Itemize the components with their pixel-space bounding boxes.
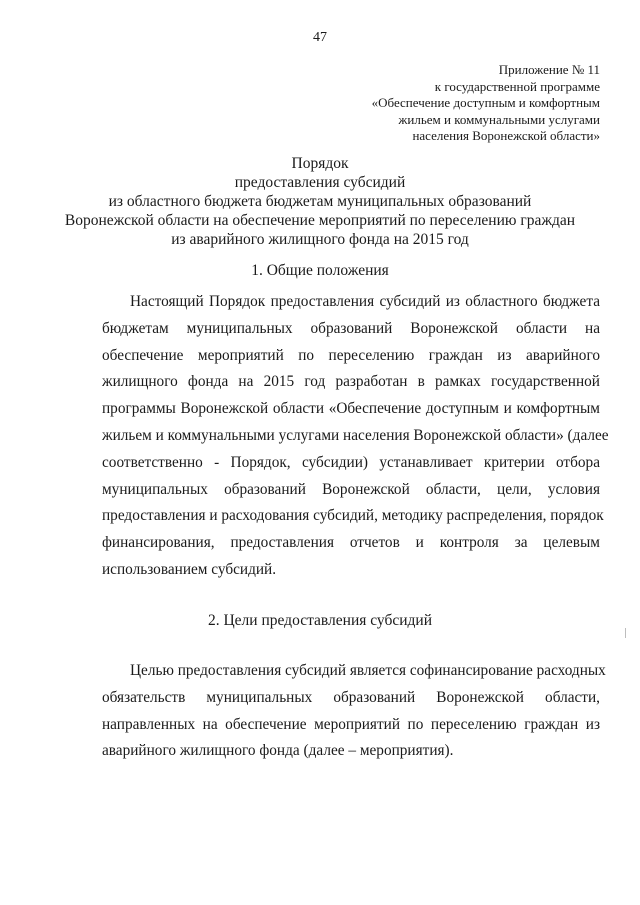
paragraph-line: предоставления и расходования субсидий, методику распределения, порядок [102,507,604,525]
paragraph-line: финансирования, предоставления отчетов и контроля за целевым [102,534,600,552]
paragraph-line: соответственно - Порядок, субсидии) устанавливает критерии отбора [102,453,600,471]
appendix-line: к государственной программе [434,78,600,94]
section-2-heading: 2. Цели предоставления субсидий [207,612,433,629]
paragraph-line: жильем и коммунальными услугами населения Воронежской области» (далее [102,426,609,444]
document-title [60,154,580,249]
appendix-line: населения Воронежской области» [412,128,600,144]
appendix-line: жильем и коммунальными услугами [398,111,600,127]
paragraph-line: аварийного жилищного фонда (далее – мероприятия). [102,742,454,760]
paragraph-line: муниципальных образований Воронежской области, цели, условия [102,480,600,498]
paragraph-line: жилищного фонда на 2015 год разработан в рамках государственной [102,373,600,391]
title-line: предоставления субсидий [234,174,406,191]
section-1-paragraph [102,289,609,584]
paragraph-line: Настоящий Порядок предоставления субсидий из областного бюджета [130,293,600,310]
page-number: 47 [313,30,327,45]
title-line: Порядок [291,155,349,172]
margin-mark [625,628,626,638]
paragraph-line: обязательств муниципальных образований Воронежской области, [102,688,600,706]
title-line: Воронежской области на обеспечение мероприятий по переселению граждан [64,212,576,229]
title-line: из областного бюджета бюджетам муниципальных образований [108,193,532,210]
paragraph-line: программы Воронежской области «Обеспечение доступным и комфортным [102,400,600,418]
section-1-heading: 1. Общие положения [251,262,389,279]
appendix-block [372,62,600,145]
appendix-line: «Обеспечение доступным и комфортным [371,95,600,111]
appendix-line: Приложение № 11 [498,62,600,77]
paragraph-line: использованием субсидий. [102,560,277,578]
paragraph-line: обеспечение мероприятий по переселению граждан из аварийного [102,346,600,364]
section-2-paragraph [102,658,606,765]
paragraph-line: бюджетам муниципальных образований Воронежской области на [102,319,600,337]
paragraph-line: Целью предоставления субсидий является софинансирование расходных [130,662,606,679]
paragraph-line: направленных на обеспечение мероприятий по переселению граждан из [102,715,600,733]
title-line: из аварийного жилищного фонда на 2015 год [171,231,469,248]
